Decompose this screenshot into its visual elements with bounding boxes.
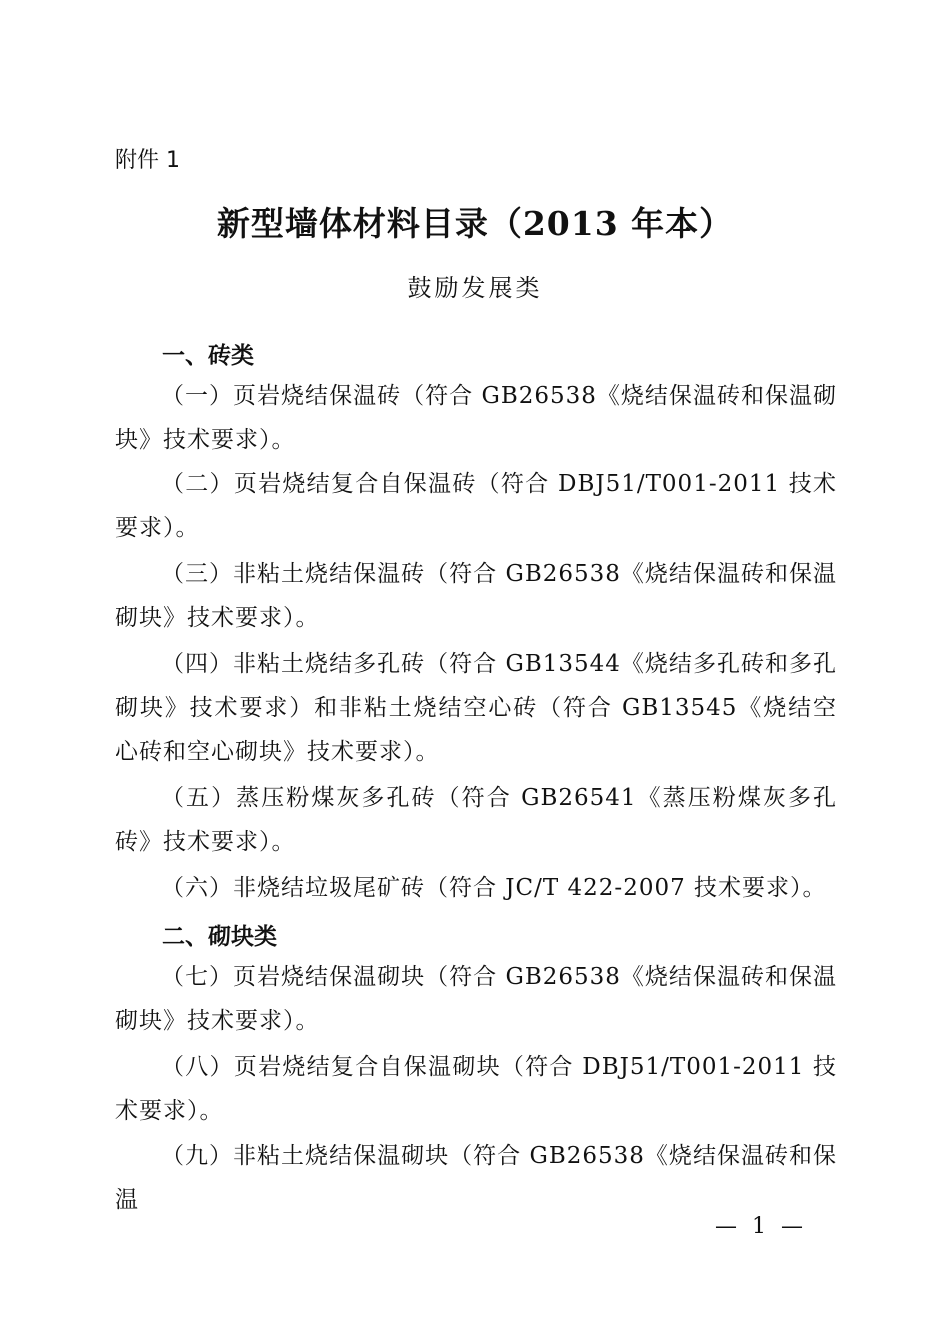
list-item: （三）非粘土烧结保温砖（符合 GB26538《烧结保温砖和保温砌块》技术要求）。 xyxy=(115,561,837,631)
list-item: （五）蒸压粉煤灰多孔砖（符合 GB26541《蒸压粉煤灰多孔砖》技术要求）。 xyxy=(115,785,837,855)
list-item: （七）页岩烧结保温砌块（符合 GB26538《烧结保温砖和保温砌块》技术要求）。 xyxy=(115,964,837,1034)
list-item: （六）非烧结垃圾尾矿砖（符合 JC/T 422-2007 技术要求）。 xyxy=(161,875,827,901)
page-number: — 1 — xyxy=(715,1214,807,1239)
section-heading-blocks: 二、砌块类 xyxy=(162,924,277,950)
document-title: 新型墙体材料目录（2013 年本） xyxy=(216,204,734,243)
list-item: （一）页岩烧结保温砖（符合 GB26538《烧结保温砖和保温砌块》技术要求）。 xyxy=(115,383,837,453)
attachment-label: 附件 1 xyxy=(115,148,180,173)
category-subtitle: 鼓励发展类 xyxy=(407,274,543,302)
list-item: （八）页岩烧结复合自保温砌块（符合 DBJ51/T001-2011 技术要求）。 xyxy=(115,1054,837,1124)
list-item: （九）非粘土烧结保温砌块（符合 GB26538《烧结保温砖和保温 xyxy=(115,1143,837,1213)
section-heading-bricks: 一、砖类 xyxy=(162,343,254,369)
list-item: （二）页岩烧结复合自保温砖（符合 DBJ51/T001-2011 技术要求）。 xyxy=(115,471,837,541)
list-item: （四）非粘土烧结多孔砖（符合 GB13544《烧结多孔砖和多孔砌块》技术要求）和非粘土烧结空心砖（符合 GB13545《烧结空心砖和空心砌块》技术要求）。 xyxy=(115,651,837,765)
